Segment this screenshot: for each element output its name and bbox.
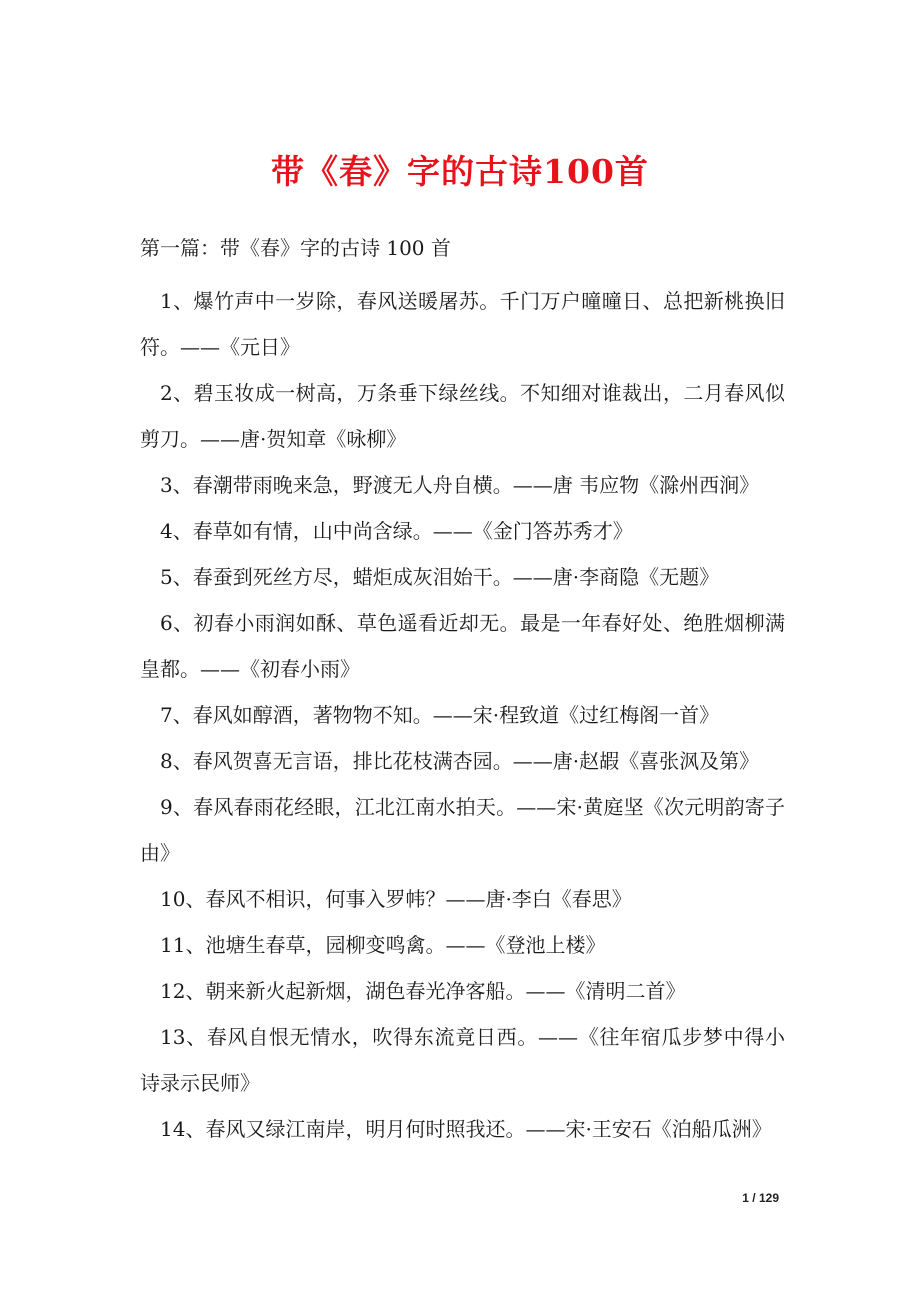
page-number: 1 / 129 bbox=[742, 1191, 779, 1205]
poem-list bbox=[140, 278, 785, 1152]
section-heading: 第一篇：带《春》字的古诗 100 首 bbox=[140, 236, 451, 260]
poem-item: 8、春风贺喜无言语，排比花枝满杏园。——唐·赵嘏《喜张沨及第》 bbox=[160, 749, 760, 773]
poem-item: 2、碧玉妆成一树高，万条垂下绿丝线。不知细对谁裁出，二月春风似剪刀。——唐·贺知章《咏柳》 bbox=[140, 381, 785, 451]
poem-item: 11、池塘生春草，园柳变鸣禽。——《登池上楼》 bbox=[160, 933, 606, 957]
poem-item: 12、朝来新火起新烟，湖色春光净客船。——《清明二首》 bbox=[160, 979, 686, 1003]
poem-item: 10、春风不相识，何事入罗帏？——唐·李白《春思》 bbox=[160, 887, 632, 911]
poem-item: 5、春蚕到死丝方尽，蜡炬成灰泪始干。——唐·李商隐《无题》 bbox=[160, 565, 720, 589]
poem-item: 13、春风自恨无情水，吹得东流竟日西。——《往年宿瓜步梦中得小诗录示民师》 bbox=[140, 1025, 785, 1095]
poem-item: 1、爆竹声中一岁除，春风送暖屠苏。千门万户曈曈日、总把新桃换旧 符。——《元日》 bbox=[140, 289, 785, 359]
document-title: 带《春》字的古诗100首 bbox=[271, 152, 649, 191]
poem-item: 6、初春小雨润如酥、草色遥看近却无。最是一年春好处、绝胜烟柳满皇都。——《初春小雨》 bbox=[140, 611, 785, 681]
poem-item: 4、春草如有情，山中尚含绿。——《金门答苏秀才》 bbox=[160, 519, 633, 543]
poem-item: 3、春潮带雨晚来急，野渡无人舟自横。——唐 韦应物《滁州西涧》 bbox=[160, 473, 760, 497]
poem-item: 9、春风春雨花经眼，江北江南水拍天。——宋·黄庭坚《次元明韵寄子由》 bbox=[140, 795, 785, 865]
poem-item: 7、春风如醇酒，著物物不知。——宋·程致道《过红梅阁一首》 bbox=[160, 703, 720, 727]
poem-item: 14、春风又绿江南岸，明月何时照我还。——宋·王安石《泊船瓜洲》 bbox=[160, 1117, 772, 1141]
